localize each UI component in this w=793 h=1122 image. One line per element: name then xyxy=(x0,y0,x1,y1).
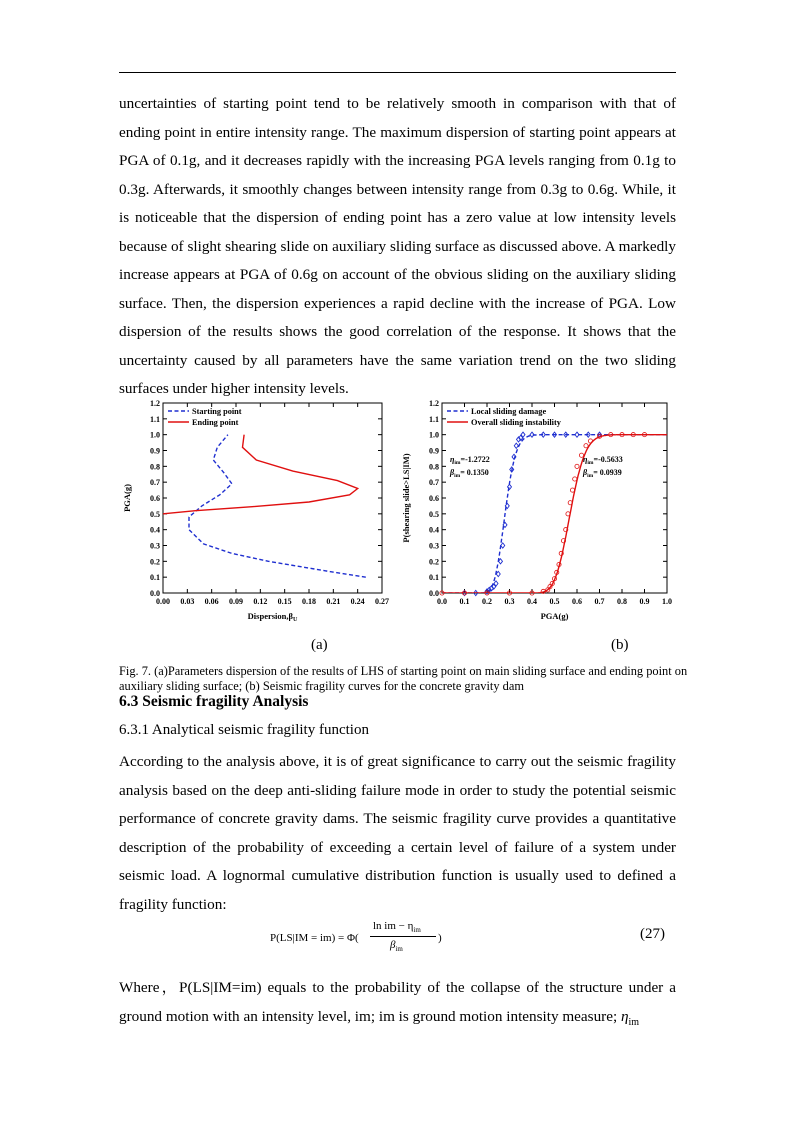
beta-annotation xyxy=(449,468,489,479)
y-tick-label: 0.1 xyxy=(429,573,439,583)
x-tick-label: 0.06 xyxy=(204,597,219,606)
eta-value: =-1.2722 xyxy=(460,455,490,464)
y-tick-label: 0.1 xyxy=(150,573,160,583)
y-tick-label: 0.9 xyxy=(150,446,160,456)
y-tick-label: 0.6 xyxy=(429,494,439,503)
y-tick-label: 0.0 xyxy=(150,589,160,598)
body-paragraph-2: According to the analysis above, it is of great significance to carry out the seismic fragility analysis based on the deep anti-sliding failure mode in order to study the potential seismic performance of concrete gravity dams. The seismic fragility curve provides a quantitative description of the probability of exceeding a certain level of failure of a system under seismic load. A lognormal cumulative distribution function is usually used to defined a fragility function: xyxy=(119,753,676,913)
beta-sub: im xyxy=(454,473,461,479)
y-tick-label: 1.0 xyxy=(150,430,160,440)
data-marker xyxy=(573,477,577,481)
beta-sub: im xyxy=(587,473,594,479)
x-tick-label: 0.0 xyxy=(437,597,447,606)
x-axis-title-sub: U xyxy=(293,617,298,623)
x-axis-title: PGA(g) xyxy=(540,611,569,621)
x-axis-title: $Dispersion,\beta_U$ xyxy=(247,611,298,623)
equation-denominator: $\beta_{im}$ xyxy=(390,939,403,954)
equation-numerator: ln im − $\eta_{im}$ xyxy=(373,920,421,935)
y-tick-label: 0.2 xyxy=(429,557,439,567)
x-tick-label: 0.7 xyxy=(594,597,605,606)
legend-label: Overall sliding instability xyxy=(471,418,561,427)
x-tick-label: 0.2 xyxy=(482,597,492,606)
subfigure-label-a: (a) xyxy=(311,637,328,653)
y-tick-label: 0.6 xyxy=(150,494,160,503)
x-tick-label: 0.9 xyxy=(639,597,650,606)
equation-rhs: ) xyxy=(438,932,442,944)
legend-label: Local sliding damage xyxy=(471,407,547,416)
y-tick-label: 1.0 xyxy=(429,430,439,440)
x-tick-label: 0.5 xyxy=(549,597,560,606)
figure-caption: Fig. 7. (a)Parameters dispersion of the results of LHS of starting point on main sliding surface and ending point on auxiliary sliding surface; (b) Seismic fragility curves for the concrete gravity dam xyxy=(119,664,688,693)
y-tick-label: 1.1 xyxy=(150,414,160,424)
data-marker xyxy=(588,439,592,443)
plot-frame xyxy=(163,403,382,593)
data-marker xyxy=(575,464,579,468)
data-marker xyxy=(584,444,588,448)
x-tick-label: 0.8 xyxy=(617,597,627,606)
x-tick-label: 0.24 xyxy=(350,597,365,606)
body-paragraph-1: uncertainties of starting point tend to be relatively smooth in comparison with that of ending point in entire intensity range. The maximum dispersion of starting point appears at PGA of 0.1g, and it decreases rapidly with the increasing PGA levels ranging from 0.1g to 0.3g. Afterwards, it smoothly changes between intensity range from 0.3g to 0.6g. While, it is noticeable that the dispersion of ending point has a zero value at low intensity levels because of slight shearing slide on auxiliary sliding surface as discussed above. A markedly increase appears at PGA of 0.6g on account of the obvious sliding on the auxiliary sliding surface. Then, the dispersion experiences a rapid decline with the increase of PGA. Low dispersion of the results shows the good correlation of the response. It shows that the uncertainty caused by all parameters have the same variation trend on the two sliding surfaces under higher intensity levels. xyxy=(119,95,676,397)
x-tick-label: 0.09 xyxy=(229,597,243,606)
y-tick-label: 0.2 xyxy=(150,557,160,567)
y-tick-label: 0.9 xyxy=(429,446,439,456)
y-tick-label: 1.2 xyxy=(150,399,160,408)
y-tick-label: 0.8 xyxy=(429,462,439,472)
eta-annotation xyxy=(583,455,623,466)
x-tick-label: 0.6 xyxy=(572,597,582,606)
y-tick-label: 1.1 xyxy=(429,414,439,424)
beta-annotation xyxy=(582,468,622,479)
y-tick-label: 0.5 xyxy=(429,509,439,519)
eta-sub: im xyxy=(587,460,594,466)
fraction-bar xyxy=(370,936,436,937)
y-axis-title: P(shearing slide>LS|IM) xyxy=(401,453,411,543)
legend-label: Ending point xyxy=(192,418,239,427)
x-tick-label: 0.03 xyxy=(180,597,195,606)
x-tick-label: 0.12 xyxy=(253,597,268,606)
y-tick-label: 0.4 xyxy=(429,525,439,535)
eta-symbol: η xyxy=(583,455,588,464)
chart-a xyxy=(122,399,389,623)
chart-b xyxy=(401,399,672,621)
x-tick-label: 0.27 xyxy=(375,597,389,606)
y-axis-title: PGA(g) xyxy=(122,484,132,512)
subfigure-label-b: (b) xyxy=(611,637,629,653)
y-tick-label: 0.8 xyxy=(150,462,160,472)
beta-symbol: β xyxy=(450,468,455,477)
y-tick-label: 0.7 xyxy=(150,478,160,488)
x-tick-label: 0.00 xyxy=(156,597,170,606)
legend-label: Starting point xyxy=(192,407,242,416)
x-tick-label: 0.4 xyxy=(527,597,537,606)
x-tick-label: 0.18 xyxy=(302,597,316,606)
beta-symbol: β xyxy=(583,468,588,477)
x-tick-label: 0.1 xyxy=(459,597,470,606)
data-marker xyxy=(570,488,574,492)
series-line-1 xyxy=(163,435,358,514)
subsection-heading: 6.3.1 Analytical seismic fragility function xyxy=(119,722,369,738)
y-tick-label: 0.7 xyxy=(429,478,439,488)
beta-value: = 0.0939 xyxy=(593,468,622,477)
y-tick-label: 0.3 xyxy=(429,541,439,551)
eta-value: =-0.5633 xyxy=(593,455,623,464)
eta-symbol: η xyxy=(450,455,455,464)
y-tick-label: 0.3 xyxy=(150,541,160,551)
y-tick-label: 1.2 xyxy=(429,399,439,408)
equation-27 xyxy=(270,918,690,960)
eta-sub: im xyxy=(454,460,461,466)
x-tick-label: 1.0 xyxy=(662,597,672,606)
equation-number: (27) xyxy=(640,926,665,942)
y-tick-label: 0.0 xyxy=(429,589,439,598)
beta-value: = 0.1350 xyxy=(460,468,489,477)
y-tick-label: 0.5 xyxy=(150,509,160,519)
x-tick-label: 0.3 xyxy=(504,597,515,606)
x-tick-label: 0.21 xyxy=(326,597,341,606)
equation-lhs: P(LS|IM = im) = Φ( xyxy=(270,932,359,944)
y-tick-label: 0.4 xyxy=(150,525,160,535)
data-marker xyxy=(514,443,518,448)
section-heading: 6.3 Seismic fragility Analysis xyxy=(119,693,309,710)
eta-annotation xyxy=(450,455,490,466)
series-line-0 xyxy=(189,435,366,578)
body-paragraph-3: Where，P(LS|IM=im) equals to the probability of the collapse of the structure under a ground motion with an intensity level, im; im is ground motion intensity measure; $\eta_{im}$ xyxy=(119,979,676,1028)
x-tick-label: 0.15 xyxy=(277,597,292,606)
